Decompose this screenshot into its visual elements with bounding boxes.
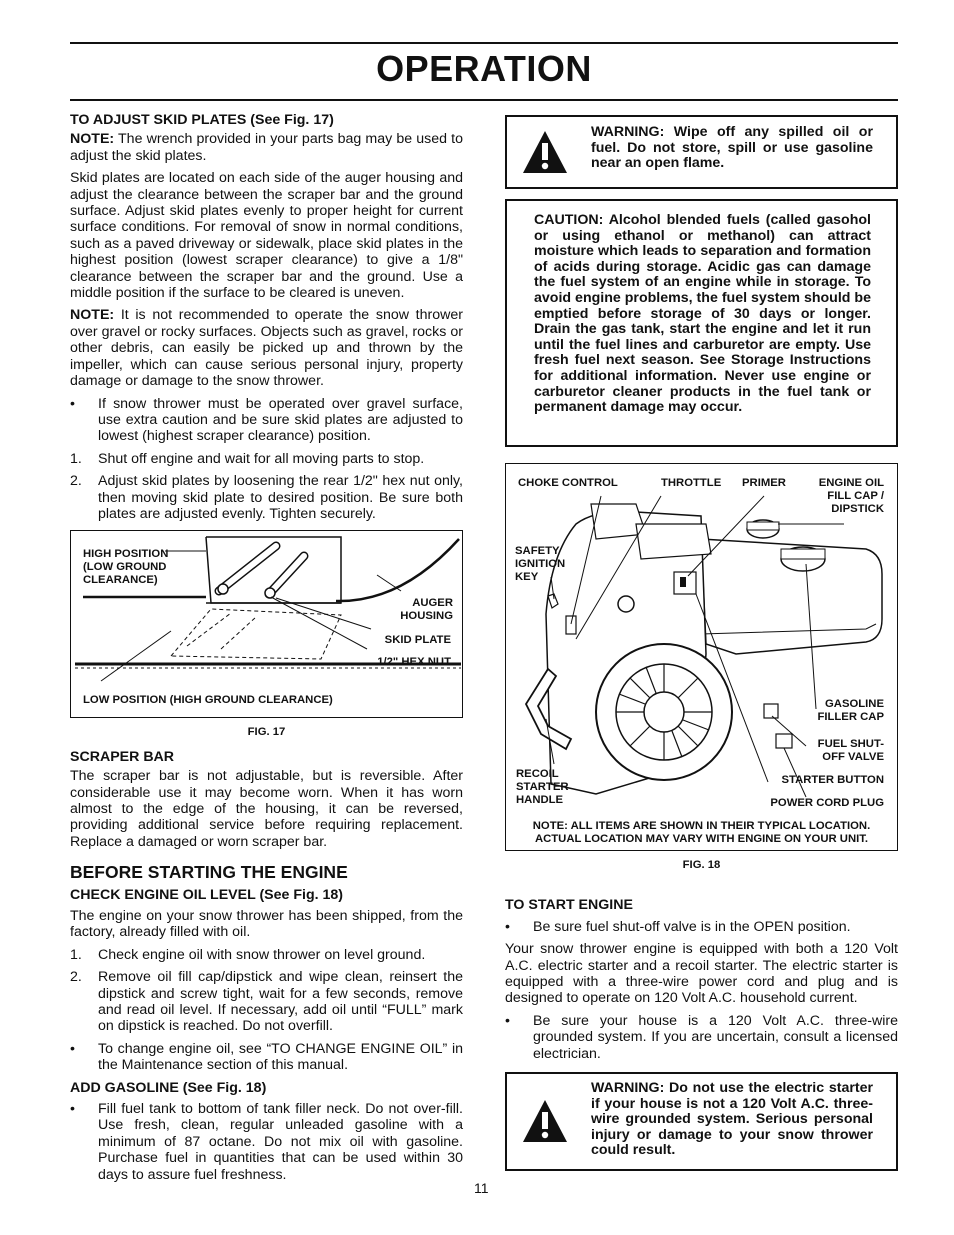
label-skid-plate: SKID PLATE bbox=[384, 634, 451, 647]
warning-spill-text: WARNING: Wipe off any spilled oil or fuel. Do not store, spill or use gasoline near an open flame. bbox=[591, 124, 873, 172]
figure-17 bbox=[70, 530, 463, 718]
warning-box-spill bbox=[505, 115, 898, 189]
page-title: OPERATION bbox=[376, 48, 592, 89]
label-recoil-starter-handle: RECOIL STARTER HANDLE bbox=[516, 768, 569, 806]
title-rule bbox=[70, 99, 898, 101]
skid-plates-paragraph: Skid plates are located on each side of the auger housing and adjust the clearance between the scraper bar and the ground surface. Adjust skid plates evenly to proper height for current surface conditions. For removal of snow in normal conditions, such as a paved driveway or sidewalk, place skid plates in the highest position (lowest scraper clearance) to give a 1/8" clearance between the scraper bar and the ground. Use a middle position if the surface to be cleared is uneven. bbox=[70, 170, 463, 302]
warning-icon bbox=[521, 129, 569, 175]
note-wrench: NOTE: The wrench provided in your parts bag may be used to adjust the skid plates. bbox=[70, 131, 463, 164]
warning-electric-text: WARNING: Do not use the electric starter if your house is not a 120 Volt A.C. three-wire grounded system. Serious personal injury or damage to your snow thrower could result. bbox=[591, 1080, 873, 1159]
step-shut-off: 1. Shut off engine and wait for all moving parts to stop. bbox=[70, 450, 425, 467]
top-rule bbox=[70, 42, 898, 44]
label-starter-button: STARTER BUTTON bbox=[781, 774, 884, 786]
label-primer: PRIMER bbox=[742, 477, 786, 489]
label-power-cord-plug: POWER CORD PLUG bbox=[770, 797, 884, 809]
label-safety-ignition-key: SAFETY IGNITION KEY bbox=[515, 545, 566, 583]
oil-bullet: • To change engine oil, see “TO CHANGE ENGINE OIL” in the Maintenance section of this manual. bbox=[70, 1040, 463, 1074]
check-oil-paragraph: The engine on your snow thrower has been shipped, from the factory, already filled with oil. bbox=[70, 908, 463, 941]
caution-box-fuel bbox=[505, 199, 898, 447]
bullet-gravel: • If snow thrower must be operated over gravel surface, use extra caution and be sure skid plates are adjusted to lowest (highest scraper clearance) position. bbox=[70, 395, 463, 445]
warning-box-electric bbox=[505, 1072, 898, 1171]
start-bullet-valve: • Be sure fuel shut-off valve is in the OPEN position. bbox=[505, 918, 851, 935]
fig-17-caption: FIG. 17 bbox=[247, 726, 286, 739]
figure-18 bbox=[505, 463, 898, 851]
warning-icon bbox=[521, 1098, 569, 1144]
label-gasoline-filler-cap: GASOLINE FILLER CAP bbox=[817, 698, 884, 723]
oil-step-2: 2. Remove oil fill cap/dipstick and wipe clean, reinsert the dipstick and screw tight, wait for a few seconds, remove and read oil level. If necessary, add oil until “FULL” mark on dipstick is reached. Do not overfill. bbox=[70, 969, 463, 1035]
before-starting-heading: BEFORE STARTING THE ENGINE bbox=[70, 862, 348, 883]
start-engine-paragraph: Your snow thrower engine is equipped with both a 120 Volt A.C. electric starter and a recoil starter. The electric starter is equipped with a three-wire power cord and plug and is designed to operate on 120 Volt A.C. household current. bbox=[505, 941, 898, 1007]
fig-18-caption: FIG. 18 bbox=[682, 859, 721, 871]
scraper-bar-heading: SCRAPER BAR bbox=[70, 748, 175, 765]
right-column bbox=[505, 112, 898, 1171]
label-throttle: THROTTLE bbox=[661, 477, 722, 489]
check-oil-heading: CHECK ENGINE OIL LEVEL (See Fig. 18) bbox=[70, 886, 344, 903]
label-low-position: LOW POSITION (HIGH GROUND CLEARANCE) bbox=[83, 694, 333, 707]
oil-step-1: 1. Check engine oil with snow thrower on level ground. bbox=[70, 946, 426, 963]
label-auger-housing: AUGER HOUSING bbox=[400, 597, 453, 623]
scraper-bar-paragraph: The scraper bar is not adjustable, but is reversible. After considerable use it may become worn. When it has worn almost to the edge of the housing, it can be reversed, providing additional service before requiring replacement. Replace a damaged or worn scraper bar. bbox=[70, 768, 463, 850]
add-gasoline-heading: ADD GASOLINE (See Fig. 18) bbox=[70, 1079, 267, 1096]
to-start-engine-heading: TO START ENGINE bbox=[505, 897, 633, 914]
gasoline-bullet: • Fill fuel tank to bottom of tank filler neck. Do not over-fill. Use fresh, clean, regular unleaded gasoline with a minimum of 87 octane. Do not mix oil with gasoline. Purchase fuel in quantities that can be used within 30 days to assure fuel freshness. bbox=[70, 1101, 463, 1183]
step-adjust: 2. Adjust skid plates by loosening the rear 1/2" hex nut only, then moving skid plate to desired position. Be sure both plates are adjusted evenly. Tighten securely. bbox=[70, 473, 463, 522]
fig-18-note: NOTE: ALL ITEMS ARE SHOWN IN THEIR TYPICAL LOCATION. ACTUAL LOCATION MAY VARY WITH ENGINE ON YOUR UNIT. bbox=[532, 820, 871, 845]
label-engine-oil-fill: ENGINE OIL FILL CAP / DIPSTICK bbox=[818, 477, 884, 515]
label-fuel-shut-off-valve: FUEL SHUT- OFF VALVE bbox=[817, 738, 884, 763]
label-choke-control: CHOKE CONTROL bbox=[518, 477, 618, 489]
page-number: 11 bbox=[474, 1180, 489, 1196]
caution-text: CAUTION: Alcohol blended fuels (called gasohol or using ethanol or methanol) can attract moisture which leads to separation and formation of acids during storage. Acidic gas can damage the fuel system of an engine while in storage. To avoid engine problems, the fuel system should be emptied before storage of 30 days or longer. Drain the gas tank, start the engine and let it run until the fuel lines and carburetor are empty. Use fresh fuel next season. See Storage Instructions for additional information. Never use engine or carburetor cleaner products in the fuel tank or permanent damage may occur. bbox=[534, 212, 871, 416]
label-hex-nut: 1/2" HEX NUT bbox=[377, 656, 451, 669]
start-bullet-grounded: • Be sure your house is a 120 Volt A.C. three-wire grounded system. If you are uncertain, consult a licensed electrician. bbox=[505, 1012, 898, 1062]
left-column bbox=[70, 112, 463, 1189]
skid-plates-heading: TO ADJUST SKID PLATES (See Fig. 17) bbox=[70, 112, 334, 128]
label-high-position: HIGH POSITION (LOW GROUND CLEARANCE) bbox=[83, 548, 169, 587]
note-gravel: NOTE: It is not recommended to operate the snow thrower over gravel or rocky surfaces. Objects such as gravel, rocks or other debris, can easily be picked up and thrown by the impeller, which can cause serious personal injury, property damage or damage to the snow thrower. bbox=[70, 307, 463, 390]
